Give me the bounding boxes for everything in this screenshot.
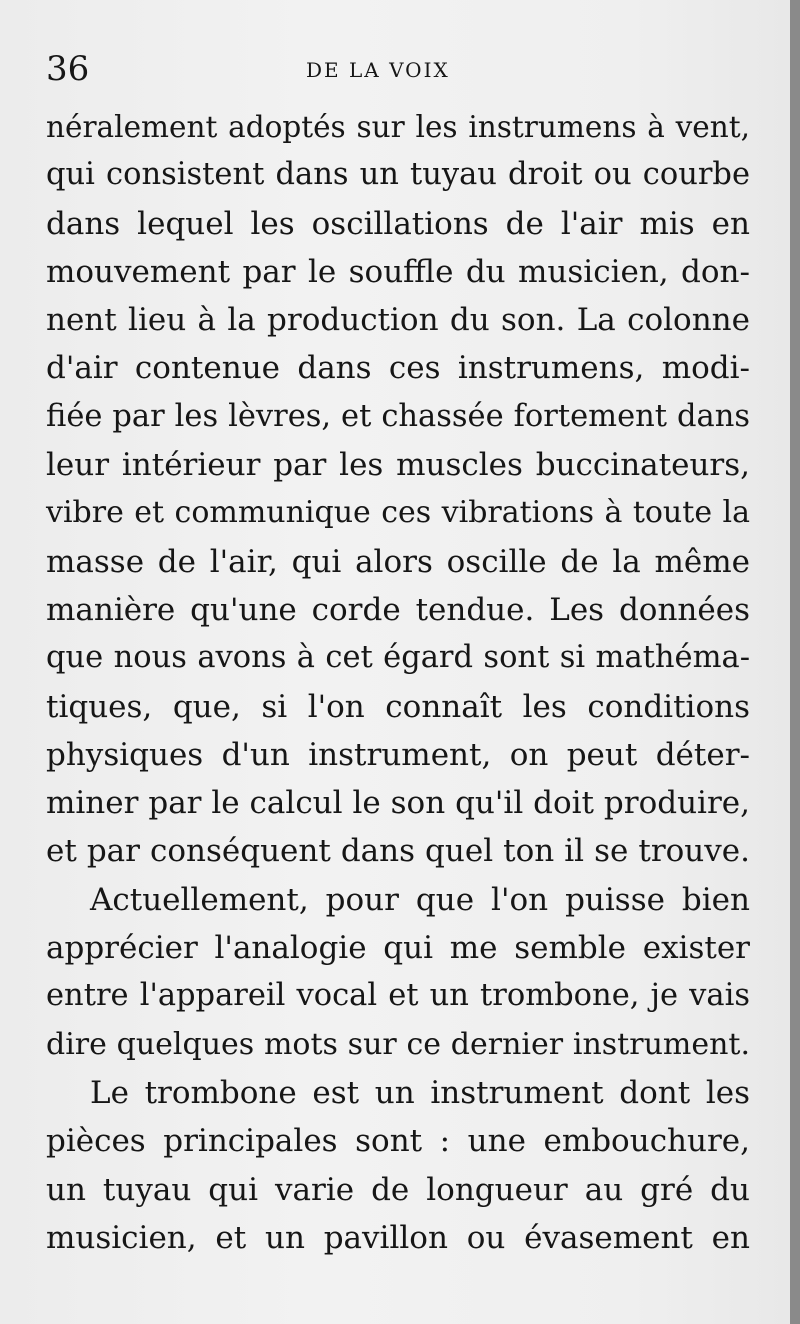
text-line: Le trombone est un instrument dont les [90,1074,750,1111]
text-line: manière qu'une corde tendue. Les données [46,591,750,628]
text-line: qui consistent dans un tuyau droit ou courbe [46,157,750,193]
text-line: entre l'appareil vocal et un trombone, je vais [46,978,750,1014]
page-number: 36 [46,49,90,89]
text-line: physiques d'un instrument, on peut déter- [46,736,750,773]
text-line: dire quelques mots sur ce dernier instrument. [46,1026,750,1062]
text-line: nent lieu à la production du son. La colonne [46,302,750,339]
text-line: un tuyau qui varie de longueur au gré du [46,1171,750,1208]
text-line: vibre et communique ces vibrations à toute la [46,495,750,531]
text-line: fiée par les lèvres, et chassée fortement dans [46,398,750,434]
running-title: DE LA VOIX [306,58,450,82]
text-line: que nous avons à cet égard sont si mathéma- [46,640,750,676]
text-line: tiques, que, si l'on connaît les conditions [46,688,750,725]
text-line: masse de l'air, qui alors oscille de la même [46,543,750,580]
text-line: et par conséquent dans quel ton il se trouve. [46,833,750,870]
text-line: leur intérieur par les muscles buccinateurs, [46,447,750,484]
text-line: dans lequel les oscillations de l'air mis en [46,205,750,242]
text-line: pièces principales sont : une embouchure, [46,1123,750,1160]
page-header [46,44,750,94]
body-text [46,103,750,1262]
text-line: apprécier l'analogie qui me semble exister [46,930,750,967]
text-line: d'air contenue dans ces instrumens, modi- [46,350,750,387]
text-line: musicien, et un pavillon ou évasement en [46,1219,750,1256]
text-line: Actuellement, pour que l'on puisse bien [90,881,750,918]
text-line: miner par le calcul le son qu'il doit produire, [46,785,750,822]
page-edge [790,0,800,1324]
text-line: mouvement par le souffle du musicien, don- [46,253,750,290]
text-line: néralement adoptés sur les instrumens à vent, [46,110,750,144]
